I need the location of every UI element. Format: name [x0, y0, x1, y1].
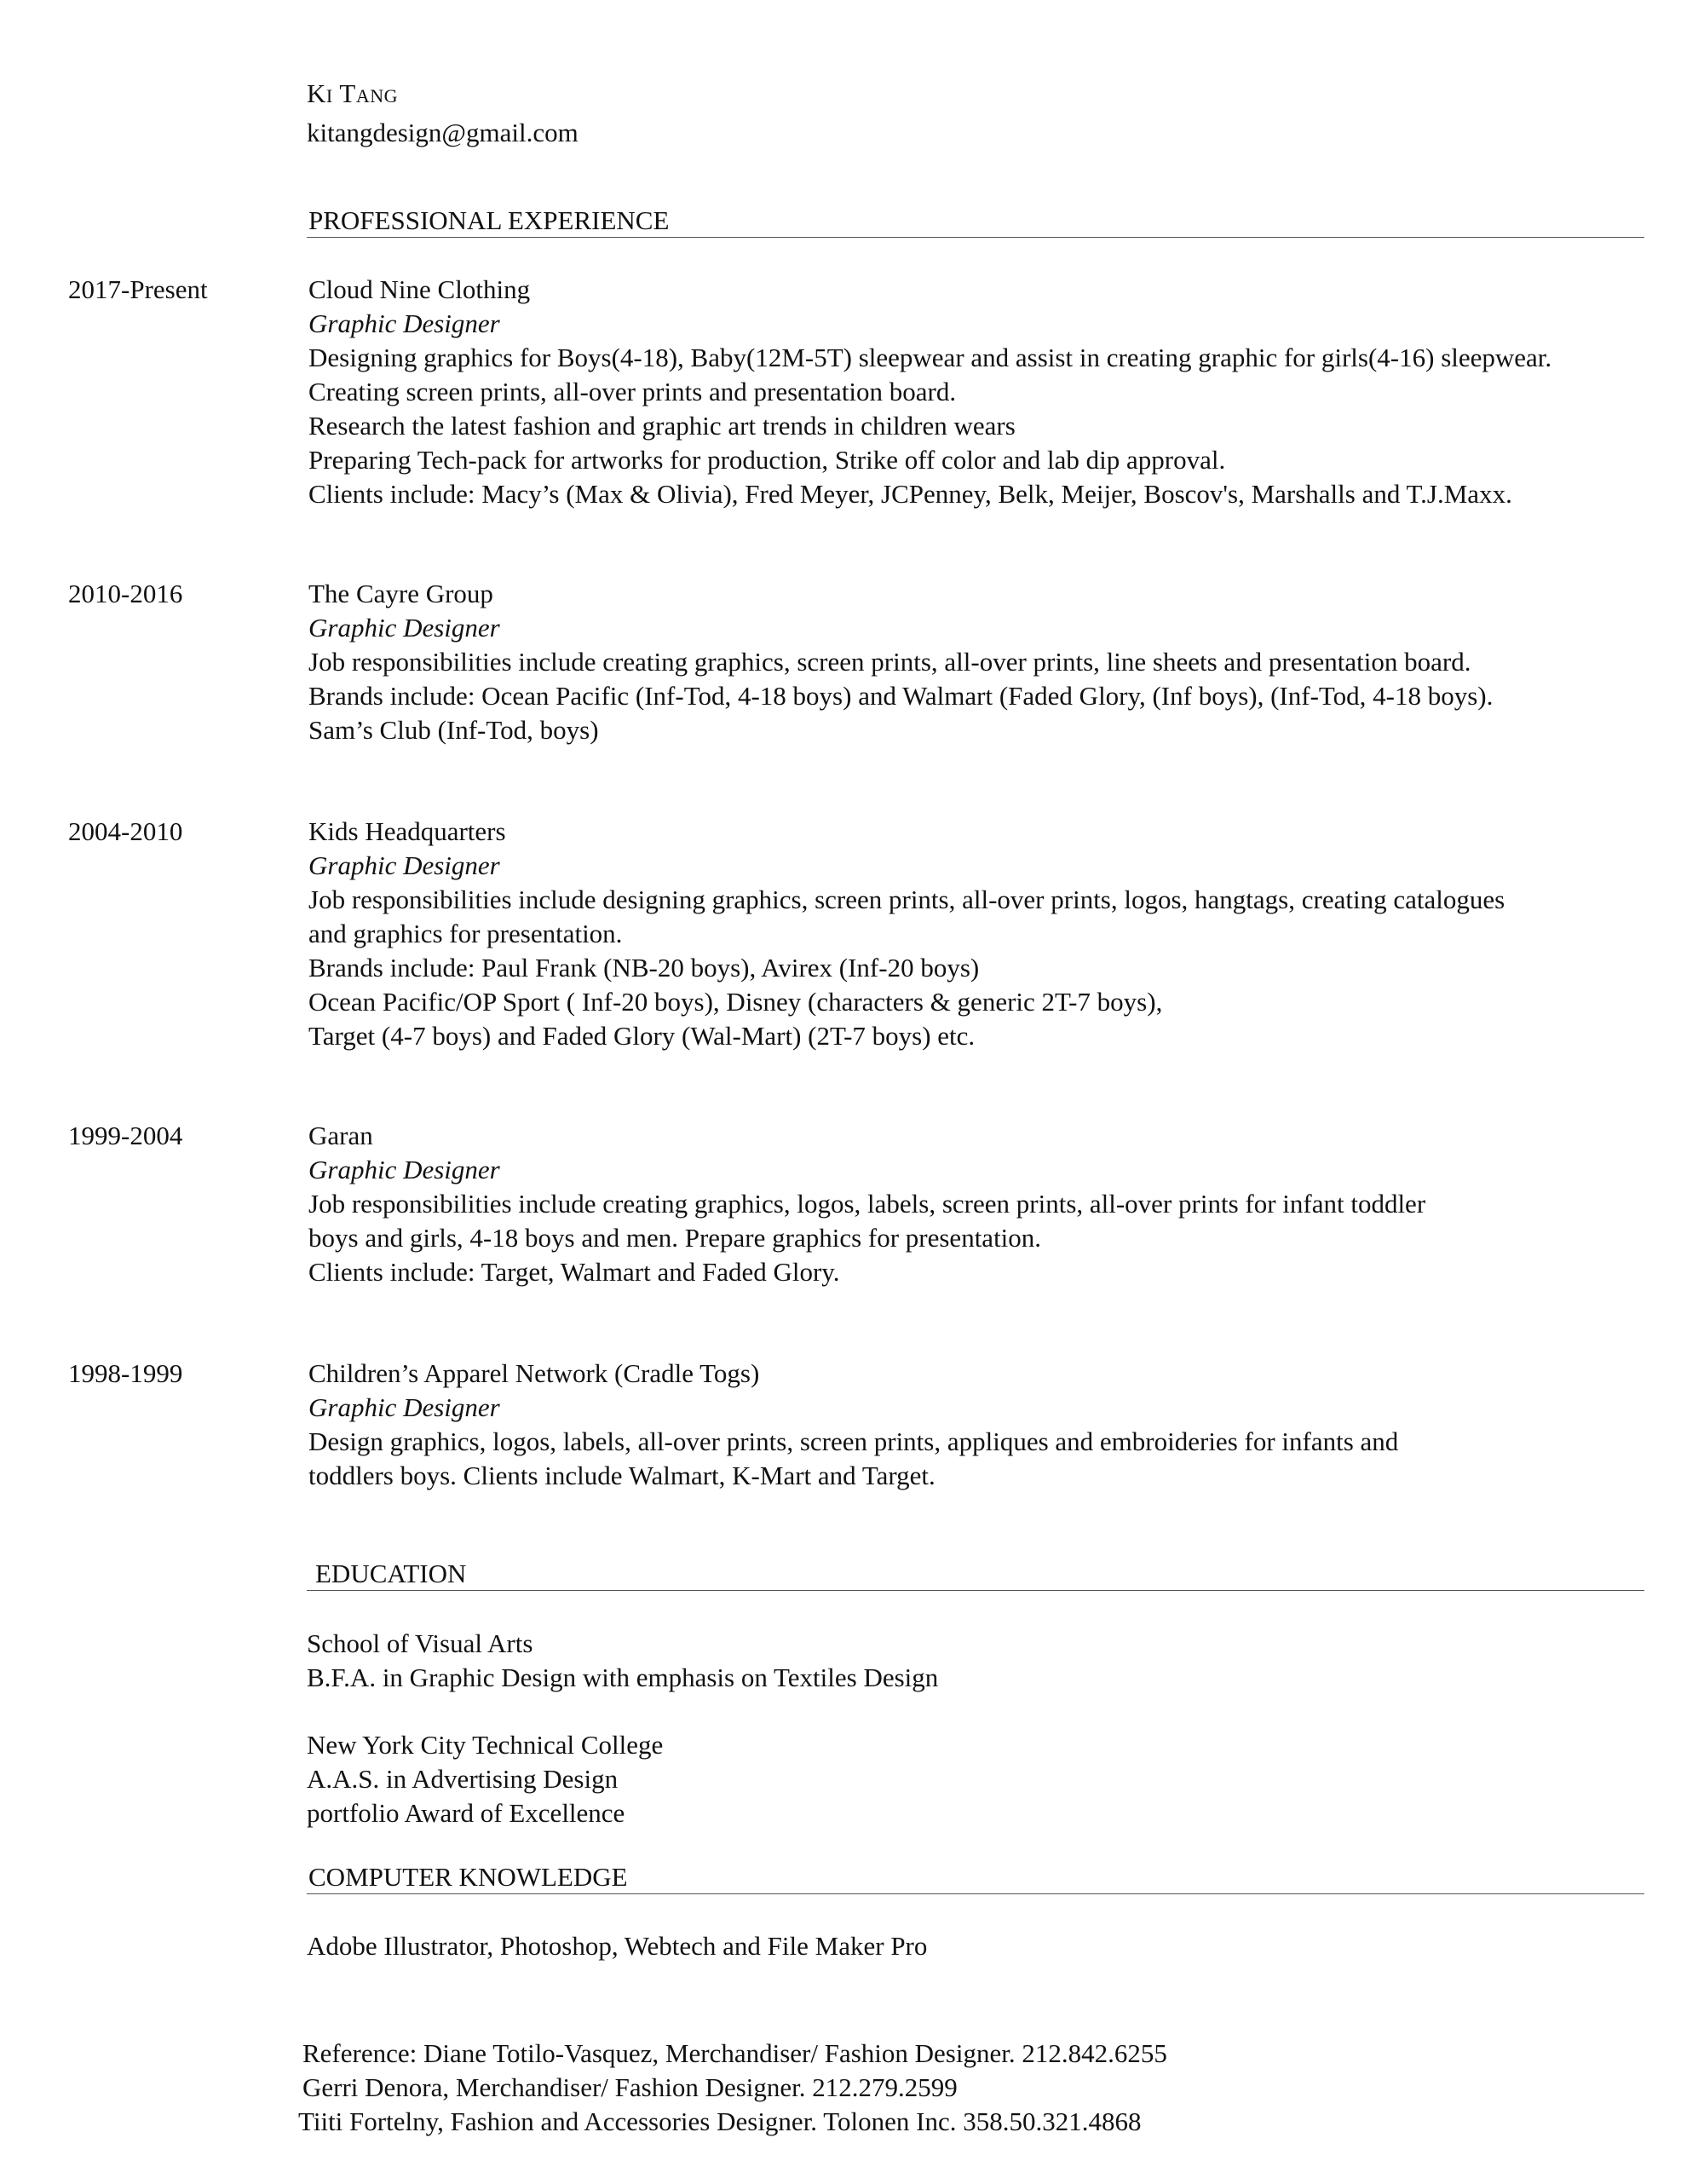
job-entry	[308, 273, 1551, 511]
school-name: School of Visual Arts	[307, 1628, 533, 1658]
job-company: Cloud Nine Clothing	[308, 274, 531, 304]
school-name: New York City Technical College	[307, 1730, 664, 1760]
job-entry	[308, 815, 1505, 1053]
job-entry	[308, 577, 1493, 747]
reference-line: Gerri Denora, Merchandiser/ Fashion Designer. 212.279.2599	[302, 2072, 958, 2102]
job-dates: 2010-2016	[68, 579, 183, 608]
job-company: The Cayre Group	[308, 579, 493, 608]
job-line: Creating screen prints, all-over prints and presentation board.	[308, 377, 957, 406]
job-line: Brands include: Paul Frank (NB-20 boys), Avirex (Inf-20 boys)	[308, 953, 980, 983]
candidate-name: Ki Tang	[307, 78, 399, 108]
section-title-experience: PROFESSIONAL EXPERIENCE	[307, 205, 1644, 238]
job-line: and graphics for presentation.	[308, 919, 623, 948]
job-line: toddlers boys. Clients include Walmart, K-Mart and Target.	[308, 1461, 935, 1490]
job-dates: 1999-2004	[68, 1121, 183, 1150]
job-line: Brands include: Ocean Pacific (Inf-Tod, 4-18 boys) and Walmart (Faded Glory, (Inf boys), (Inf-Tod, 4-18 boys).	[308, 681, 1494, 711]
job-role: Graphic Designer	[308, 308, 500, 338]
job-line: Design graphics, logos, labels, all-over prints, screen prints, appliques and embroideries for infants and	[308, 1426, 1399, 1456]
education-entry	[307, 1627, 938, 1695]
job-line: Designing graphics for Boys(4-18), Baby(12M-5T) sleepwear and assist in creating graphic for girls(4-16) sleepwear.	[308, 343, 1552, 372]
job-line: Job responsibilities include designing graphics, screen prints, all-over prints, logos, hangtags, creating catalogues	[308, 885, 1505, 914]
job-company: Garan	[308, 1121, 373, 1150]
job-dates: 2004-2010	[68, 816, 183, 846]
degree-line: B.F.A. in Graphic Design with emphasis on Textiles Design	[307, 1662, 939, 1692]
job-line: Clients include: Target, Walmart and Faded Glory.	[308, 1257, 840, 1287]
job-line: Job responsibilities include creating graphics, logos, labels, screen prints, all-over prints for infant toddler	[308, 1189, 1426, 1219]
job-line: boys and girls, 4-18 boys and men. Prepare graphics for presentation.	[308, 1223, 1042, 1253]
job-entry	[308, 1357, 1398, 1493]
job-dates: 1998-1999	[68, 1358, 183, 1388]
job-company: Children’s Apparel Network (Cradle Togs)	[308, 1358, 760, 1388]
reference-line: Reference: Diane Totilo-Vasquez, Merchandiser/ Fashion Designer. 212.842.6255	[302, 2038, 1167, 2068]
reference-line: Tiiti Fortelny, Fashion and Accessories Designer. Tolonen Inc. 358.50.321.4868	[298, 2106, 1142, 2136]
job-line: Clients include: Macy’s (Max & Olivia), Fred Meyer, JCPenney, Belk, Meijer, Boscov's, Marshalls and T.J.Maxx.	[308, 479, 1512, 509]
job-role: Graphic Designer	[308, 1155, 500, 1184]
job-entry	[308, 1119, 1425, 1289]
job-dates: 2017-Present	[68, 274, 208, 304]
job-line: Job responsibilities include creating graphics, screen prints, all-over prints, line sheets and presentation board.	[308, 647, 1471, 677]
job-line: Target (4-7 boys) and Faded Glory (Wal-Mart) (2T-7 boys) etc.	[308, 1021, 976, 1051]
degree-line: A.A.S. in Advertising Design	[307, 1764, 619, 1794]
job-line: Research the latest fashion and graphic art trends in children wears	[308, 411, 1016, 441]
computer-skills: Adobe Illustrator, Photoshop, Webtech and File Maker Pro	[307, 1931, 928, 1961]
job-company: Kids Headquarters	[308, 816, 506, 846]
section-title-education: EDUCATION	[307, 1558, 1644, 1591]
job-role: Graphic Designer	[308, 850, 500, 880]
job-line: Sam’s Club (Inf-Tod, boys)	[308, 715, 599, 745]
job-line: Ocean Pacific/OP Sport ( Inf-20 boys), Disney (characters & generic 2T-7 boys),	[308, 987, 1163, 1017]
section-title-computer: COMPUTER KNOWLEDGE	[307, 1861, 1644, 1894]
job-role: Graphic Designer	[308, 1392, 500, 1422]
candidate-email: kitangdesign@gmail.com	[307, 118, 579, 147]
degree-line: portfolio Award of Excellence	[307, 1798, 625, 1828]
job-line: Preparing Tech-pack for artworks for production, Strike off color and lab dip approval.	[308, 445, 1226, 475]
job-role: Graphic Designer	[308, 613, 500, 643]
education-entry	[307, 1728, 663, 1830]
